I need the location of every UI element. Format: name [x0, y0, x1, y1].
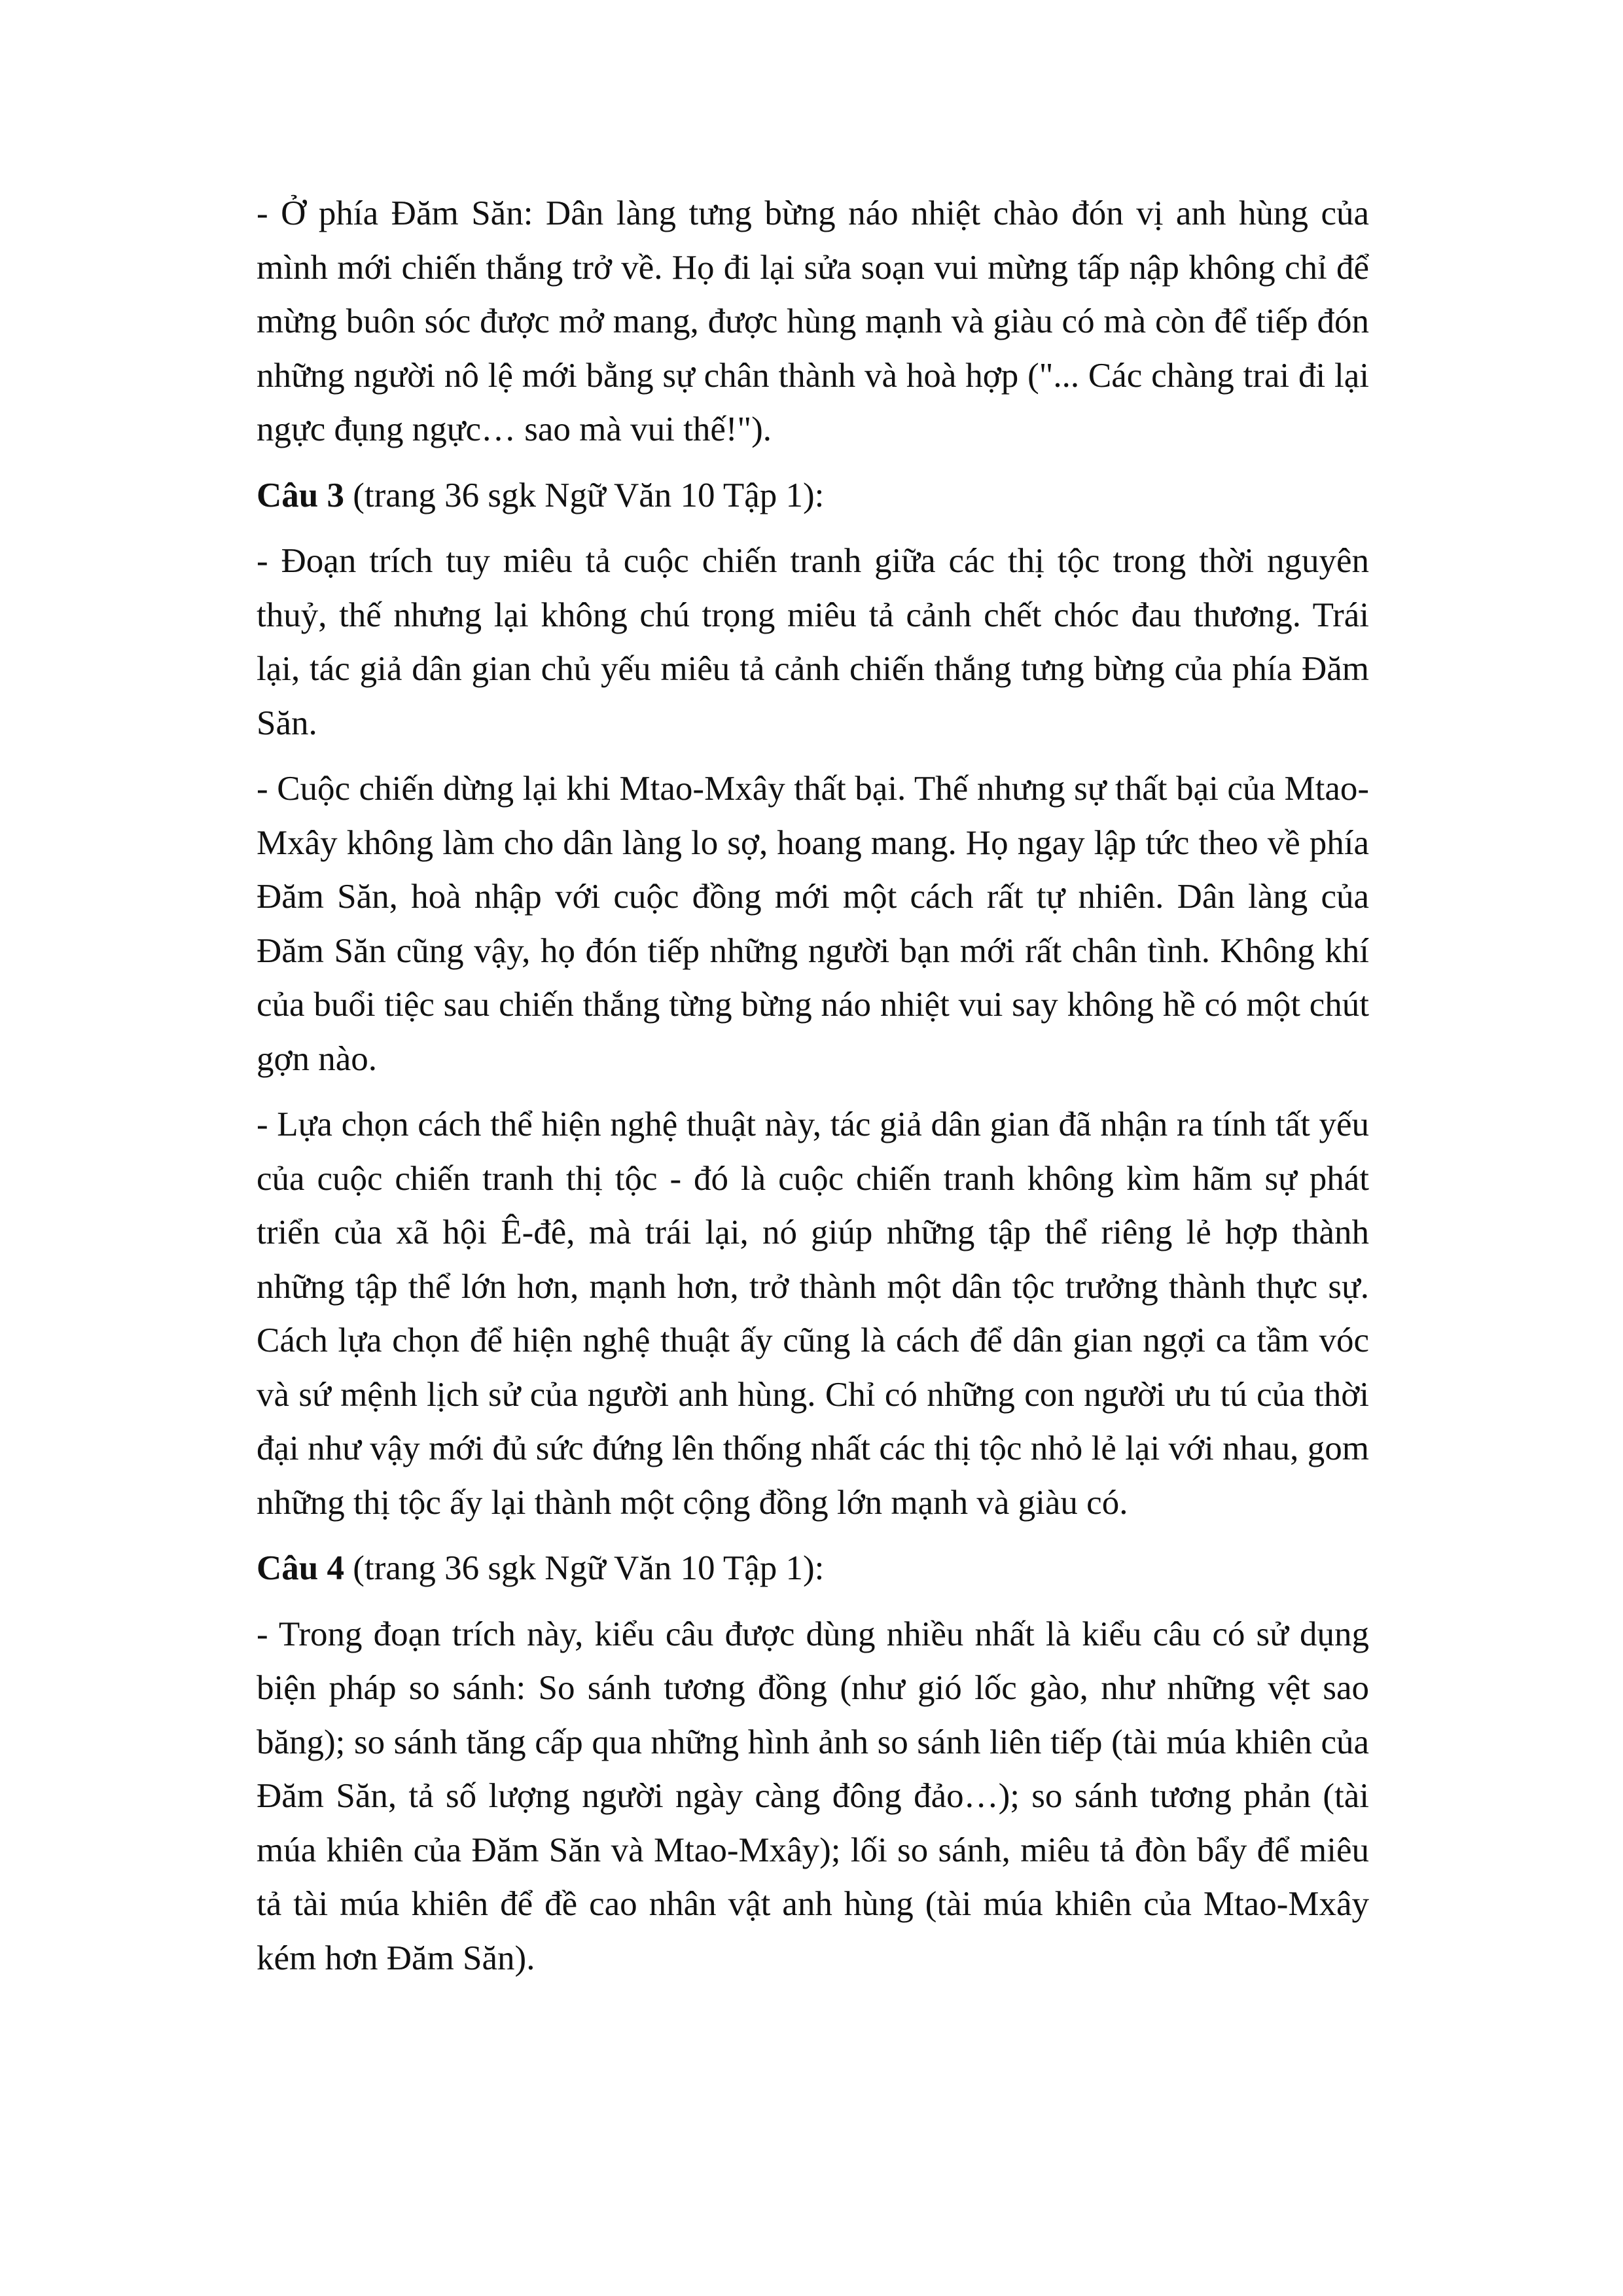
question-4-label: Câu 4 — [257, 1549, 345, 1587]
question-4-heading — [257, 1541, 1369, 1596]
paragraph-comparison-technique: - Trong đoạn trích này, kiểu câu được dùng nhiều nhất là kiểu câu có sử dụng biện pháp so sánh: So sánh tương đồng (như gió lốc gào, như những vệt sao băng); so sánh tăng cấp qua những hình ảnh so sánh liên tiếp (tài múa khiên của Đăm Săn, tả số lượng người ngày càng đông đảo…); so sánh tương phản (tài múa khiên của Đăm Săn và Mtao-Mxây); lối so sánh, miêu tả đòn bẩy để miêu tả tài múa khiên để đề cao nhân vật anh hùng (tài múa khiên của Mtao-Mxây kém hơn Đăm Săn). — [257, 1615, 1369, 1977]
question-3-heading — [257, 469, 1369, 523]
question-4-source: (trang 36 sgk Ngữ Văn 10 Tập 1): — [344, 1549, 825, 1587]
question-3-source: (trang 36 sgk Ngữ Văn 10 Tập 1): — [344, 476, 825, 514]
document-page — [257, 187, 1369, 1997]
paragraph-dam-san-village: - Ở phía Đăm Săn: Dân làng tưng bừng náo nhiệt chào đón vị anh hùng của mình mới chiến thắng trở về. Họ đi lại sửa soạn vui mừng tấp nập không chỉ để mừng buôn sóc được mở mang, được hùng mạnh và giàu có mà còn để tiếp đón những người nô lệ mới bằng sự chân thành và hoà hợp ("... Các chàng trai đi lại ngực đụng ngực… sao mà vui thế!"). — [257, 194, 1369, 448]
question-3-label: Câu 3 — [257, 476, 345, 514]
paragraph-mtao-mxay-defeat: - Cuộc chiến dừng lại khi Mtao-Mxây thất bại. Thế nhưng sự thất bại của Mtao-Mxây không làm cho dân làng lo sợ, hoang mang. Họ ngay lập tức theo về phía Đăm Săn, hoà nhập với cuộc đồng mới một cách rất tự nhiên. Dân làng của Đăm Săn cũng vậy, họ đón tiếp những người bạn mới rất chân tình. Không khí của buổi tiệc sau chiến thắng từng bừng náo nhiệt vui say không hề có một chút gợn nào. — [257, 770, 1369, 1078]
paragraph-war-depiction: - Đoạn trích tuy miêu tả cuộc chiến tranh giữa các thị tộc trong thời nguyên thuỷ, thế nhưng lại không chú trọng miêu tả cảnh chết chóc đau thương. Trái lại, tác giả dân gian chủ yếu miêu tả cảnh chiến thắng tưng bừng của phía Đăm Săn. — [257, 542, 1369, 742]
paragraph-artistic-choice: - Lựa chọn cách thể hiện nghệ thuật này, tác giả dân gian đã nhận ra tính tất yếu của cuộc chiến tranh thị tộc - đó là cuộc chiến tranh không kìm hãm sự phát triển của xã hội Ê-đê, mà trái lại, nó giúp những tập thể riêng lẻ hợp thành những tập thể lớn hơn, mạnh hơn, trở thành một dân tộc trưởng thành thực sự. Cách lựa chọn để hiện nghệ thuật ấy cũng là cách để dân gian ngợi ca tầm vóc và sứ mệnh lịch sử của người anh hùng. Chỉ có những con người ưu tú của thời đại như vậy mới đủ sức đứng lên thống nhất các thị tộc nhỏ lẻ lại với nhau, gom những thị tộc ấy lại thành một cộng đồng lớn mạnh và giàu có. — [257, 1105, 1369, 1522]
